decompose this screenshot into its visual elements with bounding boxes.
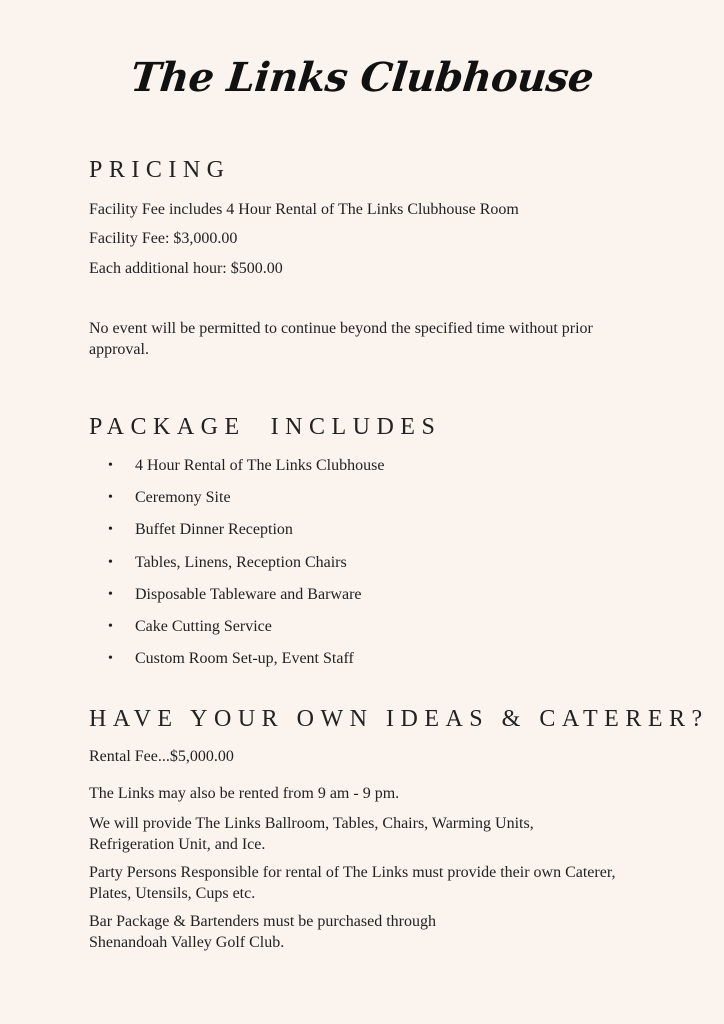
list-item [108, 649, 384, 681]
list-item [108, 617, 384, 649]
own-ideas-heading: HAVE YOUR OWN IDEAS & CATERER? [89, 706, 709, 732]
provided-items: We will provide The Links Ballroom, Tables, Chairs, Warming Units, Refrigeration Unit, and Ice. [89, 815, 534, 853]
rental-hours: The Links may also be rented from 9 am - 9 pm. [89, 785, 400, 802]
package-item-label: Buffet Dinner Reception [135, 521, 293, 539]
bullet-icon: • [108, 458, 113, 473]
package-item-label: Tables, Linens, Reception Chairs [135, 553, 347, 571]
bullet-icon: • [108, 490, 113, 506]
pricing-heading: PRICING [89, 157, 231, 183]
package-item-label: 4 Hour Rental of The Links Clubhouse [135, 457, 385, 474]
page-title: The Links Clubhouse [128, 54, 596, 101]
package-item-label: Custom Room Set-up, Event Staff [135, 650, 354, 668]
list-item [108, 553, 384, 585]
pricing-line-facility-fee: Facility Fee: $3,000.00 [89, 230, 238, 247]
package-heading: PACKAGE INCLUDES [89, 414, 442, 440]
list-item [108, 488, 384, 520]
list-item [108, 520, 384, 552]
rental-fee: Rental Fee...$5,000.00 [89, 748, 234, 765]
bullet-icon: • [108, 586, 113, 602]
bullet-icon: • [108, 618, 113, 634]
bar-package-note: Bar Package & Bartenders must be purchased through Shenandoah Valley Golf Club. [89, 913, 437, 951]
pricing-line-facility-includes: Facility Fee includes 4 Hour Rental of The Links Clubhouse Room [89, 201, 519, 218]
list-item [108, 456, 384, 488]
package-item-label: Ceremony Site [135, 489, 231, 507]
renter-responsibilities: Party Persons Responsible for rental of The Links must provide their own Caterer, Plates, Utensils, Cups etc. [89, 864, 616, 902]
package-list [108, 456, 384, 681]
list-item [108, 585, 384, 617]
pricing-line-additional-hour: Each additional hour: $500.00 [89, 260, 283, 277]
package-item-label: Disposable Tableware and Barware [135, 585, 362, 603]
package-item-label: Cake Cutting Service [135, 617, 272, 635]
bullet-icon: • [108, 554, 113, 570]
bullet-icon: • [108, 522, 113, 538]
pricing-note: No event will be permitted to continue beyond the specified time without prior approval. [89, 320, 593, 358]
bullet-icon: • [108, 651, 113, 667]
